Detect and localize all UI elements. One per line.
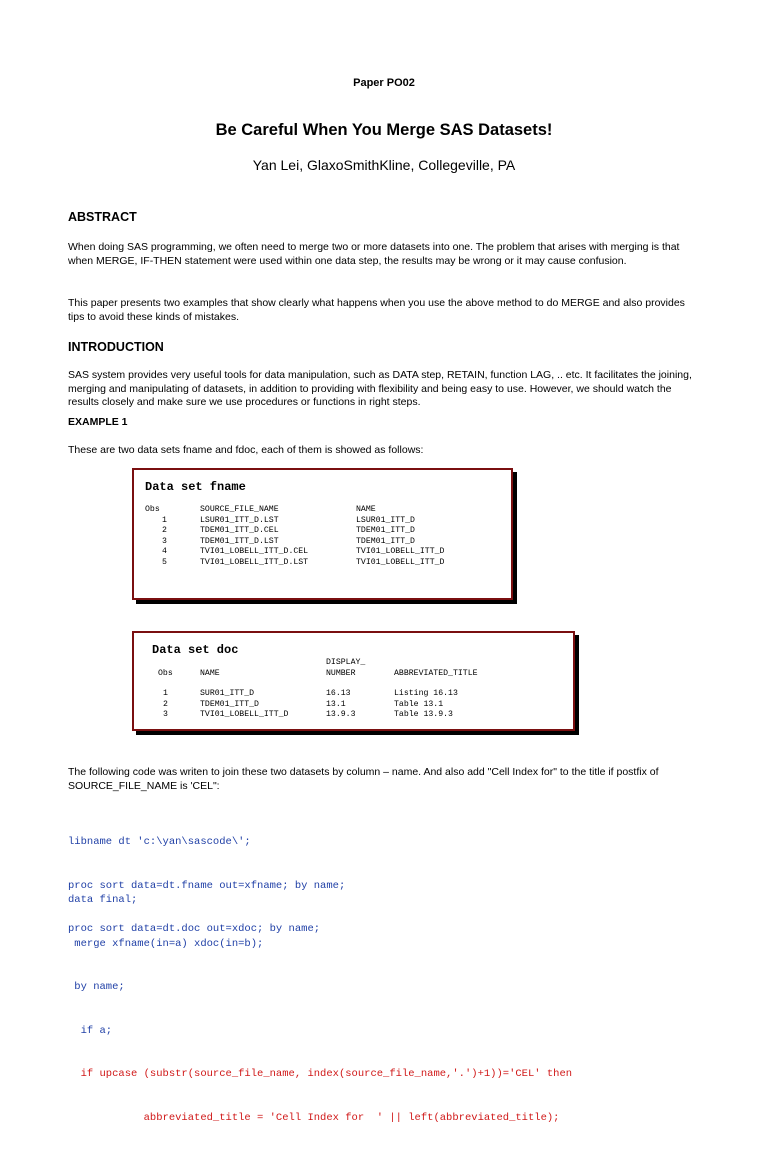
table-header-cell — [158, 658, 200, 669]
example1-paragraph: These are two data sets fname and fdoc, each of them is showed as follows: — [68, 444, 424, 456]
table-header-cell: NUMBER — [326, 668, 356, 678]
abstract-paragraph-1: When doing SAS programming, we often need to merge two or more datasets into one. The problem that arises with merging is that when MERGE, IF-THEN statement were used within one data step, the results may be wrong or it may cause confusion. — [68, 241, 680, 267]
table-header-cell: ABBREVIATED_TITLE — [394, 668, 478, 678]
code-line: merge xfname(in=a) xdoc(in=b); — [68, 937, 264, 950]
table-cell: Listing 16.13 — [394, 689, 458, 698]
table-row — [145, 526, 444, 537]
table-cell: 1 — [162, 515, 167, 525]
table-cell: TDEM01_ITT_D.LST — [200, 536, 279, 546]
table-row — [145, 547, 444, 558]
table-header-cell: NAME — [356, 505, 376, 514]
table-header-cell: SOURCE_FILE_NAME — [200, 505, 279, 514]
table-cell: TVI01_LOBELL_ITT_D — [200, 710, 289, 719]
code-intro-paragraph: The following code was writen to join these two datasets by column – name. And also add "Cell Index for" to the title if postfix of SOURCE_FILE_NAME is 'CEL": — [68, 766, 659, 792]
dataset-fname-title: Data set fname — [145, 480, 246, 494]
table-cell: Table 13.9.3 — [394, 710, 453, 719]
table-cell: 13.1 — [326, 699, 346, 709]
table-cell: 1 — [163, 689, 168, 698]
code-line: data final; — [68, 894, 138, 906]
dataset-doc-title: Data set doc — [152, 643, 239, 657]
table-row — [158, 710, 478, 721]
table-cell: 3 — [163, 710, 168, 719]
table-cell: SUR01_ITT_D — [200, 689, 255, 698]
paper-id: Paper PO02 — [353, 77, 415, 89]
dataset-fname-table — [145, 505, 444, 568]
table-cell: TVI01_LOBELL_ITT_D.LST — [200, 557, 309, 567]
dataset-doc-box — [132, 631, 575, 731]
code-line: proc sort data=dt.fname out=xfname; by name; — [68, 879, 346, 892]
code-line: proc sort data=dt.doc out=xdoc; by name; — [68, 923, 321, 935]
table-row — [145, 558, 444, 569]
table-cell: 13.9.3 — [326, 710, 356, 719]
table-cell: 16.13 — [326, 689, 351, 698]
table-cell: TDEM01_ITT_D — [356, 536, 415, 546]
table-header-cell: Obs — [158, 668, 173, 678]
introduction-heading: INTRODUCTION — [68, 340, 164, 354]
table-spacer — [158, 679, 478, 689]
table-header-row — [145, 505, 444, 516]
table-cell: TDEM01_ITT_D — [200, 699, 259, 709]
dataset-doc-table — [158, 658, 478, 721]
table-row — [145, 537, 444, 548]
table-cell: TVI01_LOBELL_ITT_D — [356, 557, 445, 567]
table-header-row — [158, 658, 478, 669]
table-header-cell — [200, 658, 326, 669]
code-line: libname dt 'c:\yan\sascode\'; — [68, 836, 251, 848]
paper-title: Be Careful When You Merge SAS Datasets! — [215, 121, 553, 139]
table-header-cell: NAME — [200, 668, 220, 678]
abstract-paragraph-2: This paper presents two examples that show clearly what happens when you use the above method to do MERGE and also provides tips to avoid these kinds of mistakes. — [68, 297, 685, 323]
introduction-paragraph: SAS system provides very useful tools for data manipulation, such as DATA step, RETAIN, function LAG, .. etc. It facilitates the joining, merging and manipulating of datasets, in addition to providing with flexibility and being easy to use. However, we should watch the results closely and make sure we use procedures or functions in right steps. — [68, 369, 692, 408]
abstract-heading: ABSTRACT — [68, 210, 137, 224]
table-cell: 2 — [163, 699, 168, 709]
table-cell: 3 — [162, 536, 167, 546]
paper-author: Yan Lei, GlaxoSmithKline, Collegeville, PA — [252, 157, 516, 173]
table-row — [145, 516, 444, 527]
dataset-fname-box — [132, 468, 513, 600]
table-header-cell: Obs — [145, 505, 160, 514]
code-line: abbreviated_title = 'Cell Index for ' || left(abbreviated_title); — [68, 1111, 560, 1124]
table-cell: Table 13.1 — [394, 699, 444, 709]
table-cell: TDEM01_ITT_D.CEL — [200, 526, 279, 535]
table-cell: 2 — [162, 526, 167, 535]
table-cell: 5 — [162, 557, 167, 567]
table-cell: TVI01_LOBELL_ITT_D.CEL — [200, 547, 309, 556]
table-cell: LSUR01_ITT_D.LST — [200, 515, 279, 525]
code-block-2 — [68, 864, 572, 1154]
table-cell: TVI01_LOBELL_ITT_D — [356, 547, 445, 556]
table-row — [158, 689, 478, 700]
table-cell: LSUR01_ITT_D — [356, 515, 415, 525]
code-line: if upcase (substr(source_file_name, index(source_file_name,'.')+1))='CEL' then — [68, 1068, 573, 1080]
code-line: by name; — [68, 981, 125, 993]
table-cell: TDEM01_ITT_D — [356, 526, 415, 535]
code-line: if a; — [68, 1024, 113, 1037]
table-header-cell: DISPLAY_ — [326, 658, 366, 667]
table-header-row — [158, 669, 478, 680]
table-cell: 4 — [162, 547, 167, 556]
table-row — [158, 700, 478, 711]
example1-heading: EXAMPLE 1 — [68, 416, 128, 428]
